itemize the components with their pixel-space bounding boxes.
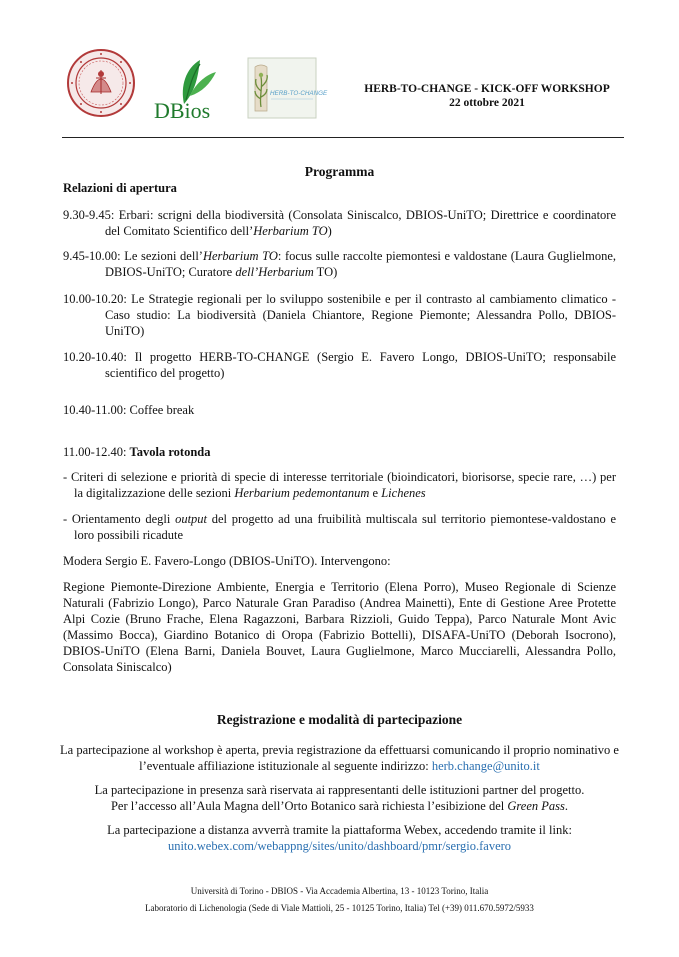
- dbios-logo: [152, 56, 232, 122]
- in-person-text: La partecipazione in presenza sarà riservata ai rappresentanti delle istituzioni partner del progetto.: [94, 783, 585, 797]
- webex-link[interactable]: unito.webex.com/webappng/sites/unito/dashboard/pmr/sergio.favero: [167, 839, 512, 853]
- talk-3-time: 10.00-10.20:: [63, 292, 127, 306]
- tavola-time: 11.00-12.40:: [63, 445, 130, 459]
- bullet-2-text-b: del progetto ad una fruibilità multiscala sul territorio piemontese-valdostano e loro possibili ricadute: [74, 512, 616, 542]
- tavola-bullet-1: [63, 469, 616, 501]
- bullet-1-text-b: e: [369, 486, 382, 500]
- registrazione-title: Registrazione e modalità di partecipazione: [216, 712, 463, 727]
- talk-4: [63, 349, 616, 381]
- talk-2-text-a: Le sezioni dell’: [124, 249, 203, 263]
- programma-title: Programma: [304, 164, 375, 179]
- talk-1-end: ): [327, 224, 332, 238]
- talk-3-text: Le Strategie regionali per lo sviluppo sostenibile e per il contrasto al cambiamento climatico - Caso studio: La biodiversità (Daniela Chiantore, Regione Piemonte; Alessandra Pollo, DBIOS-UniTO): [105, 292, 617, 338]
- talk-1-time: 9.30-9.45:: [63, 208, 115, 222]
- workshop-title: HERB-TO-CHANGE - KICK-OFF WORKSHOP: [364, 83, 610, 95]
- participants-list: Regione Piemonte-Direzione Ambiente, Energia e Territorio (Elena Porro), Museo Regionale di Scienze Naturali (Fabrizio Longo), Parco Naturale Gran Paradiso (Andrea Mainetti), Ente di Gestione Aree Protette Alpi Cozie (Bruno Frache, Elena Ragazzoni, Barbara Rizzioli, Guido Teppa), Parco Naturale Mont Avic (Massimo Bocca), Giardino Botanico di Oropa (Fabrizio Bottelli), DISAFA-UniTO (Deborah Isocrono), DBIOS-UniTO (Elena Barni, Daniela Bouvet, Laura Guglielmone, Marco Mucciarelli, Alessandra Pollo, Consolata Siniscalco): [63, 580, 616, 674]
- in-person-paragraph: [50, 782, 629, 814]
- remote-text: La partecipazione a distanza avverrà tramite la piattaforma Webex, accedendo tramite il link:: [107, 823, 572, 837]
- remote-paragraph: [50, 822, 629, 854]
- university-seal-logo: [66, 48, 136, 118]
- talk-1-italic: Herbarium TO: [253, 224, 328, 238]
- svg-text:HERB-TO-CHANGE: HERB-TO-CHANGE: [270, 90, 328, 97]
- registration-paragraph: [50, 742, 629, 774]
- talk-2-italic-1: Herbarium TO: [202, 249, 278, 263]
- tavola-rotonda: [63, 444, 616, 460]
- talk-2-time: 9.45-10.00:: [63, 249, 121, 263]
- registration-text: La partecipazione al workshop è aperta, previa registrazione da effettuarsi comunicando il proprio nominativo e l’eventuale affiliazione istituzionale al seguente indirizzo:: [60, 743, 619, 773]
- talk-4-text: Il progetto HERB-TO-CHANGE (Sergio E. Favero Longo, DBIOS-UniTO; responsabile scientifico del progetto): [105, 350, 616, 380]
- bullet-1-italic-1: Herbarium pedemontanum: [234, 486, 370, 500]
- talk-4-time: 10.20-10.40:: [63, 350, 127, 364]
- green-pass-line: [50, 798, 629, 814]
- tavola-bullet-2: [63, 511, 616, 543]
- header-divider: [62, 137, 624, 138]
- opening-heading: Relazioni di apertura: [63, 181, 177, 195]
- green-pass-italic: Green Pass: [507, 799, 565, 813]
- talk-2-text-c: TO): [313, 265, 338, 279]
- bullet-2-italic: output: [175, 512, 208, 526]
- herb-to-change-logo: [247, 57, 328, 119]
- bullet-2-text-a: - Orientamento degli: [63, 512, 176, 526]
- talk-1: [63, 207, 616, 239]
- bullet-1-italic-2: Lichenes: [381, 486, 426, 500]
- footer-lab-address: Laboratorio di Lichenologia (Sede di Viale Mattioli, 25 - 10125 Torino, Italia) Tel (+39) 011.670.5972/5933: [145, 903, 534, 913]
- green-pass-text: Per l’accesso all’Aula Magna dell’Orto Botanico sarà richiesta l’esibizione del: [110, 799, 508, 813]
- moderator-line: Modera Sergio E. Favero-Longo (DBIOS-UniTO). Intervengono:: [63, 554, 391, 568]
- green-pass-end: .: [564, 799, 569, 813]
- talk-2-italic-2: dell’Herbarium: [235, 265, 314, 279]
- dbios-logo-text: DBios: [154, 98, 211, 123]
- email-link[interactable]: herb.change@unito.it: [431, 759, 540, 773]
- bullet-1-text-a: - Criteri di selezione e priorità di specie di interesse territoriale (bioindicatori, biorisorse, specie rare, …) per la digitalizzazione delle sezioni: [63, 470, 616, 500]
- coffee-break: 10.40-11.00: Coffee break: [63, 403, 195, 417]
- talk-3: [63, 291, 616, 339]
- talk-1-text: Erbari: scrigni della biodiversità (Consolata Siniscalco, DBIOS-UniTO; Direttrice e coordinatore del Comitato Scientifico dell’: [105, 208, 617, 238]
- header-title-block: [348, 82, 626, 110]
- talk-2-text-b: : focus sulle raccolte piemontesi e valdostane (Laura Guglielmone, DBIOS-UniTO; Curatore: [105, 249, 617, 279]
- footer-address: Università di Torino - DBIOS - Via Accademia Albertina, 13 - 10123 Torino, Italia: [190, 886, 489, 896]
- tavola-label: Tavola rotonda: [129, 445, 211, 459]
- workshop-date: 22 ottobre 2021: [449, 97, 525, 109]
- talk-2: [63, 248, 616, 280]
